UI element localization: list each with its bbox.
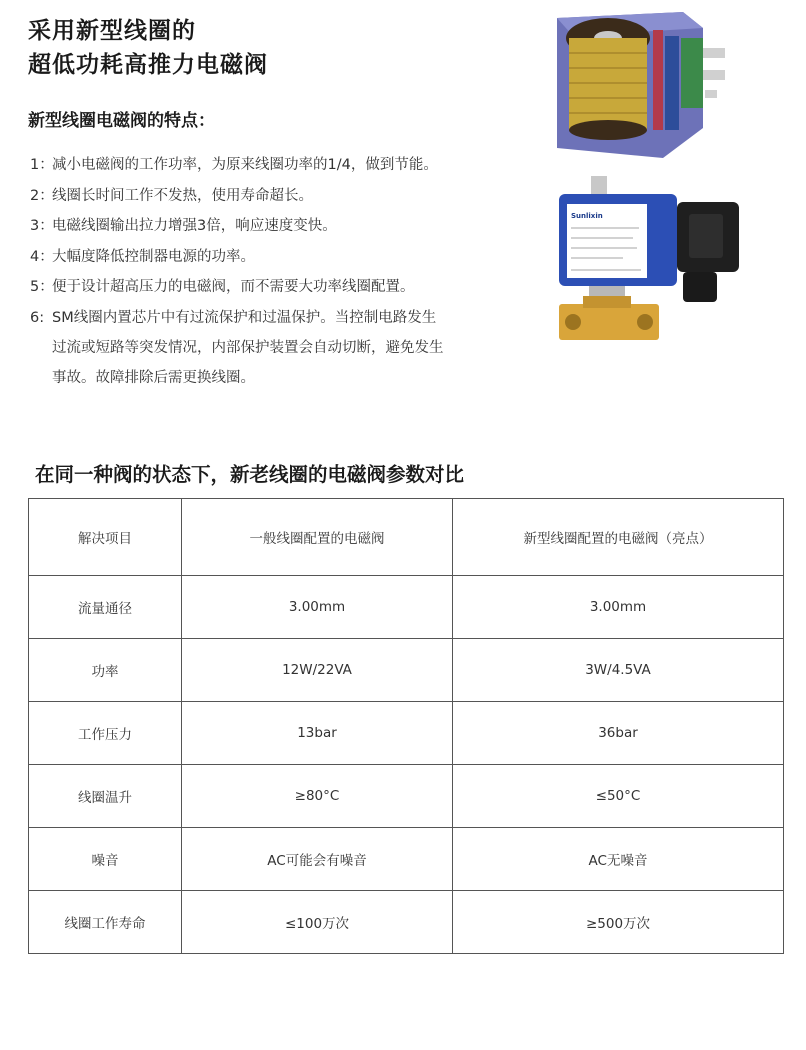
feature-number: 6: (30, 309, 45, 326)
feature-text: 便于设计超高压力的电磁阀，而不需要大功率线圈配置。 (52, 279, 415, 295)
table-cell: 功率 (29, 639, 182, 702)
feature-item (30, 303, 470, 393)
feature-text: 大幅度降低控制器电源的功率。 (52, 248, 255, 265)
feature-number: 1： (30, 157, 54, 173)
coil-bottom (569, 120, 647, 140)
table-cell: 线圈工作寿命 (29, 891, 182, 954)
copper-winding (569, 38, 647, 130)
coil-layer-blue (665, 36, 679, 130)
table-cell: 3.00mm (453, 576, 784, 639)
feature-item (30, 242, 470, 273)
table-cell: AC可能会有噪音 (182, 828, 453, 891)
table-row (29, 576, 784, 639)
table-cell: 线圈温升 (29, 765, 182, 828)
table-cell: 12W/22VA (182, 639, 453, 702)
cable-gland (683, 272, 717, 302)
table-row (29, 891, 784, 954)
feature-item (30, 150, 470, 181)
table-cell: ≤50°C (453, 765, 784, 828)
table-row (29, 639, 784, 702)
port-in (565, 314, 581, 330)
port-out (637, 314, 653, 330)
connector-face (689, 214, 723, 258)
feature-text: 电磁线圈输出拉力增强3倍，响应速度变快。 (52, 218, 337, 234)
solenoid-valve-image (553, 176, 753, 351)
feature-number: 4： (30, 248, 54, 265)
page-title (28, 14, 268, 82)
table-cell: 工作压力 (29, 702, 182, 765)
coil-layer-red (653, 30, 663, 130)
terminal-pin (703, 70, 725, 80)
coil-cutaway-image (553, 8, 753, 158)
terminal-pin (705, 90, 717, 98)
table-header-row (29, 499, 784, 576)
feature-number: 3： (30, 218, 54, 234)
table-header-cell: 新型线圈配置的电磁阀（亮点） (453, 499, 784, 576)
table-cell: 3W/4.5VA (453, 639, 784, 702)
feature-text: 减小电磁阀的工作功率，为原来线圈功率的1/4，做到节能。 (52, 157, 438, 173)
title-line-2: 超低功耗高推力电磁阀 (28, 52, 268, 78)
table-header-cell: 一般线圈配置的电磁阀 (182, 499, 453, 576)
table-cell: ≥80°C (182, 765, 453, 828)
comparison-title: 在同一种阀的状态下，新老线圈的电磁阀参数对比 (35, 463, 465, 486)
table-row (29, 702, 784, 765)
circuit-board (681, 38, 703, 108)
table-cell: 3.00mm (182, 576, 453, 639)
features-list (30, 150, 470, 393)
title-line-1: 采用新型线圈的 (28, 18, 196, 44)
table-header-cell: 解决项目 (29, 499, 182, 576)
feature-number: 2： (30, 187, 54, 204)
label-brand: Sunlixin (571, 212, 603, 220)
table-cell: ≤100万次 (182, 891, 453, 954)
features-heading: 新型线圈电磁阀的特点： (28, 111, 215, 131)
feature-text: SM线圈内置芯片中有过流保护和过温保护。当控制电路发生过流或短路等突发情况，内部保护装置会自动切断，避免发生事故。故障排除后需更换线圈。 (52, 309, 444, 386)
valve-nut (591, 176, 607, 194)
feature-number: 5： (30, 279, 54, 295)
feature-item (30, 272, 470, 303)
table-cell: AC无噪音 (453, 828, 784, 891)
table-row (29, 765, 784, 828)
table-cell: 13bar (182, 702, 453, 765)
table-cell: 流量通径 (29, 576, 182, 639)
feature-item (30, 211, 470, 242)
table-row (29, 828, 784, 891)
table-cell: 36bar (453, 702, 784, 765)
feature-item (30, 181, 470, 212)
table-cell: 噪音 (29, 828, 182, 891)
brass-neck (583, 296, 631, 308)
comparison-table (28, 498, 784, 954)
table-cell: ≥500万次 (453, 891, 784, 954)
terminal-pin (703, 48, 725, 58)
feature-text: 线圈长时间工作不发热，使用寿命超长。 (52, 187, 313, 204)
